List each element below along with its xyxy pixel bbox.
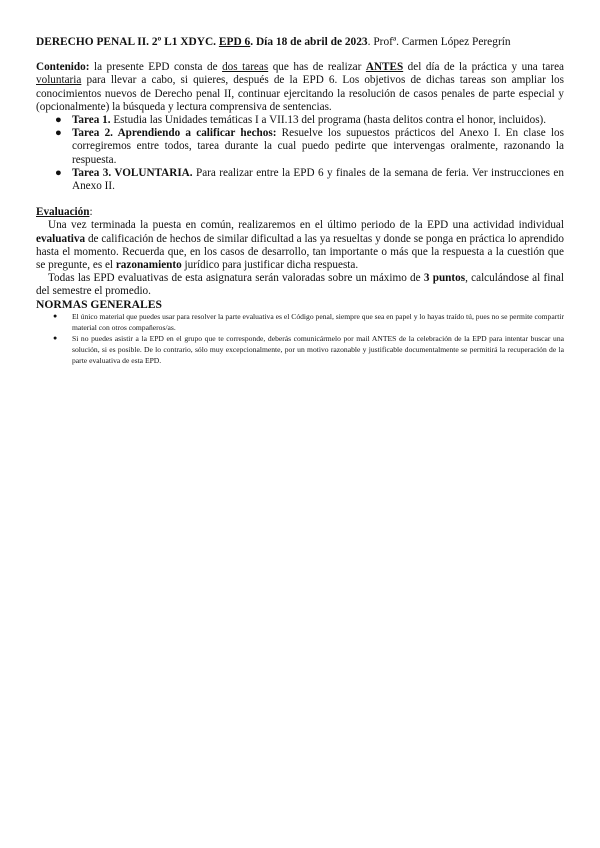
task-label: Tarea 1. (72, 114, 111, 127)
task-text: Resuelve los supuestos prácticos del Anexo I. En clase los corregiremos entre todos, tarea durante la cual puedo pedirte que intervengas oralmente, razonando la respuesta. (72, 127, 564, 166)
norma-item (53, 333, 564, 367)
dos-tareas-text: dos tareas (222, 61, 269, 74)
norma-text: Si no puedes asistir a la EPD en el grupo que te corresponde, deberás comunicármelo por mail ANTES de la celebración de la EPD para intentar buscar una solución, si es posible. De lo contrario, sólo muy excepcionalmente, por un motivo razonable y justificable documentalmente se permitirá la recuperación de la parte evaluativa de esta EPD. (72, 334, 564, 366)
professor-name: . Profª. Carmen López Peregrín (367, 36, 511, 48)
task-list (36, 114, 564, 193)
evaluacion-text: Todas las EPD evaluativas de esta asignatura serán valoradas sobre un máximo de (48, 272, 424, 285)
evaluacion-text: , calculándose al final del semestre el promedio. (36, 272, 565, 298)
normas-title: NORMAS GENERALES (36, 297, 162, 311)
razonamiento-text: razonamiento (115, 259, 182, 272)
task-text: Para realizar entre la EPD 6 y finales de la semana de feria. Ver instrucciones en Anexo II. (72, 166, 564, 193)
bullet-icon: ● (55, 114, 62, 127)
task-item (55, 166, 564, 193)
document-header (36, 36, 564, 49)
header-dot: . (250, 36, 254, 48)
bullet-icon: ● (55, 127, 62, 140)
task-item (55, 127, 564, 167)
spacer (36, 49, 564, 61)
norma-item (53, 311, 564, 333)
contenido-text: la presente EPD consta de (89, 61, 223, 74)
session-date: Día 18 de abril de 2023 (255, 36, 368, 48)
evaluacion-text: Una vez terminada la puesta en común, realizaremos en el último periodo de la EPD una actividad individual (48, 219, 564, 232)
bullet-icon: ● (53, 334, 58, 343)
evaluacion-heading (36, 206, 564, 219)
task-item (55, 114, 564, 127)
contenido-text: del día de la práctica y una tarea (403, 61, 564, 74)
document-page (36, 36, 564, 367)
task-text: Estudia las Unidades temáticas I a VII.13 del programa (hasta delitos contra el honor, incluidos). (110, 114, 547, 127)
normas-list (36, 311, 564, 367)
contenido-paragraph (36, 61, 564, 114)
antes-text: ANTES (365, 61, 404, 74)
course-title: DERECHO PENAL II. 2º L1 XDYC. (36, 36, 217, 48)
task-label: Tarea 2. Aprendiendo a calificar hechos: (72, 127, 277, 140)
evaluacion-paragraph-1 (36, 219, 564, 272)
voluntaria-text: voluntaria (36, 74, 82, 87)
norma-text: El único material que puedes usar para resolver la parte evaluativa es el Código penal, siempre que sea en papel y lo hayas traído tú, pues no se permite compartir material con otros compañeros/as. (72, 311, 564, 332)
contenido-text: para llevar a cabo, si quieres, después de la EPD 6. Los objetivos de dichas tareas son ampliar los conocimientos nuevos de Derecho penal II, continuar ejercitando la resolución de casos penales de parte especial y (opcionalmente) la búsqueda y lectura comprensiva de sentencias. (36, 74, 564, 113)
epd-number: EPD 6 (218, 36, 251, 48)
contenido-text: que has de realizar (268, 61, 366, 74)
evaluacion-text: jurídico para justificar dicha respuesta. (181, 259, 359, 272)
contenido-label: Contenido: (36, 61, 90, 74)
evaluacion-paragraph-2 (36, 272, 564, 298)
bullet-icon: ● (55, 166, 62, 179)
evaluativa-text: evaluativa (36, 232, 86, 245)
evaluacion-colon: : (89, 206, 93, 219)
spacer (36, 193, 564, 206)
evaluacion-text: de calificación de hechos de similar dificultad a las ya resueltas y donde se ponga en práctica lo aprendido hasta el momento. Recuerda que, en los casos de desarrollo, tan importante o más que la respuesta a la cuestión que se pregunte, es el (36, 232, 564, 272)
task-label: Tarea 3. VOLUNTARIA. (72, 166, 193, 179)
bullet-icon: ● (53, 311, 58, 320)
puntos-text: 3 puntos (423, 272, 466, 285)
evaluacion-label: Evaluación (36, 206, 90, 219)
